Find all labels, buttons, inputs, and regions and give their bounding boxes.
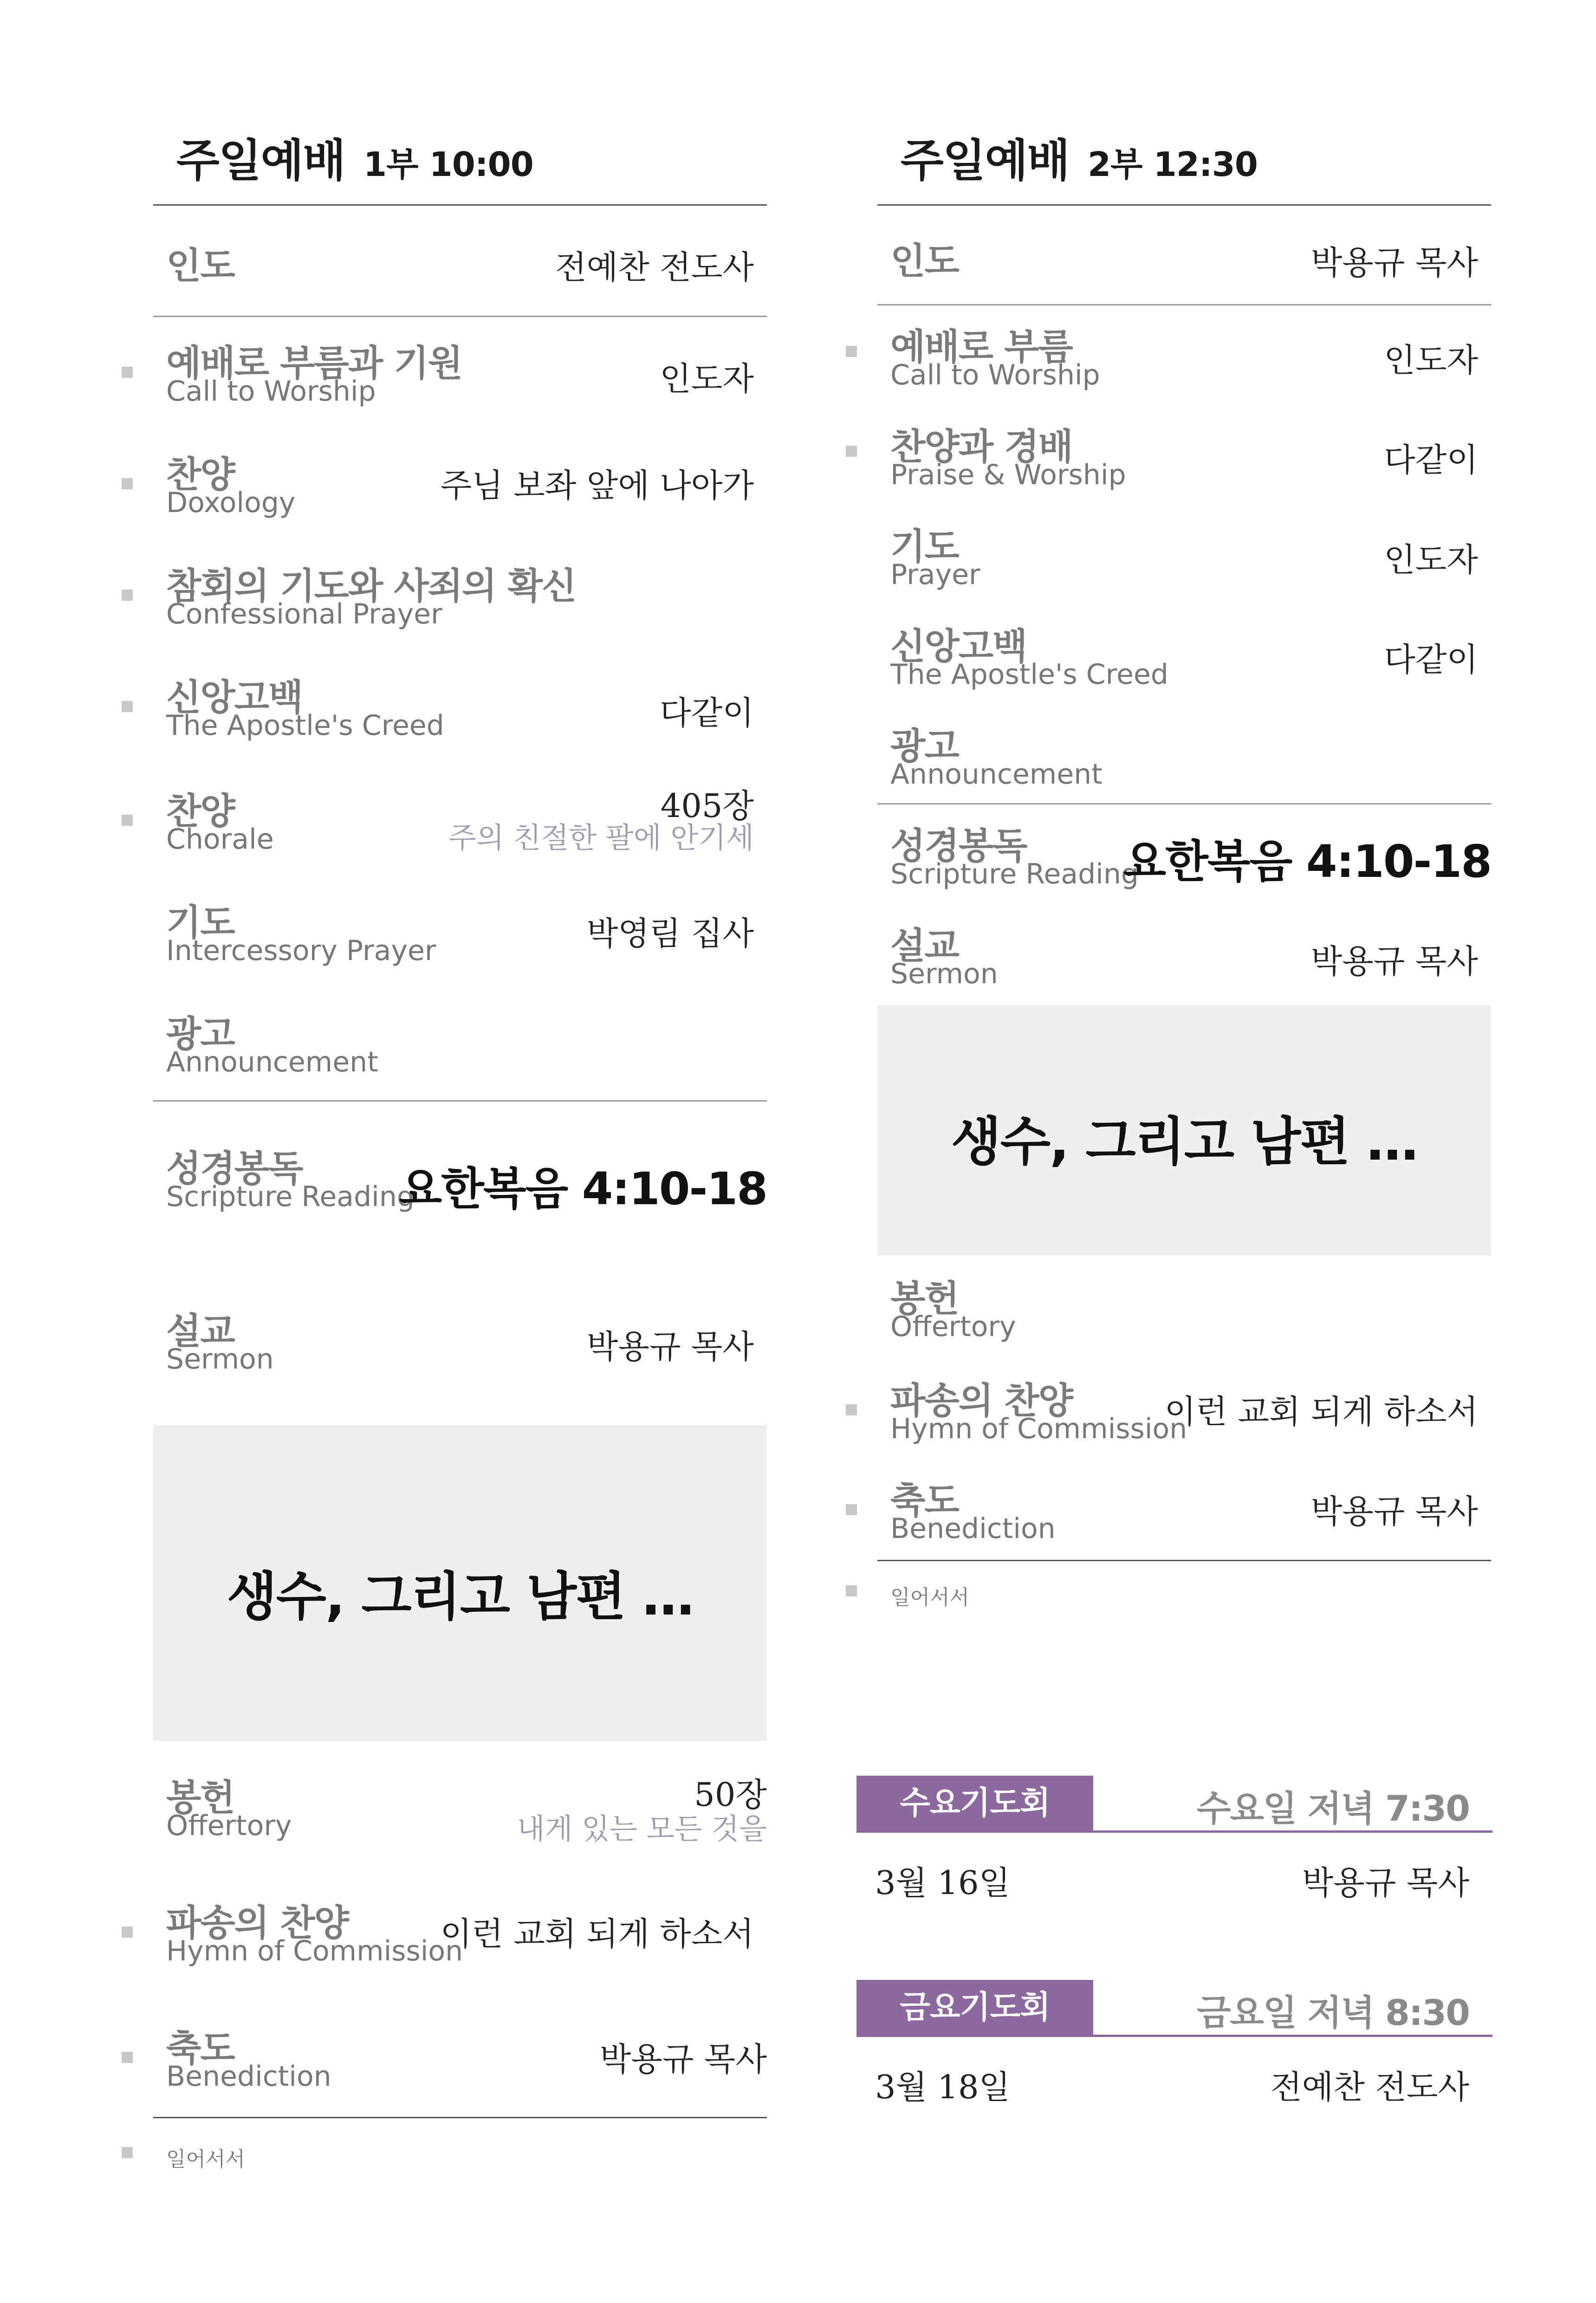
order-item-en: Hymn of Commission xyxy=(166,1935,463,1967)
stand-bullet-icon xyxy=(122,478,133,489)
wednesday-date: 3월 16일 xyxy=(875,1864,1011,1902)
stand-bullet-icon xyxy=(122,2052,133,2063)
order-item-ko: 봉헌 xyxy=(166,1777,234,1819)
order-item-en: Confessional Prayer xyxy=(166,598,442,630)
order-item-en: Announcement xyxy=(890,758,1103,791)
divider xyxy=(877,304,1491,305)
friday-leader: 전예찬 전도사 xyxy=(1271,2068,1469,2106)
friday-date: 3월 18일 xyxy=(875,2068,1011,2106)
order-item-en: Benediction xyxy=(890,1512,1056,1545)
stand-bullet-icon xyxy=(846,1585,857,1596)
scripture-reference: 요한복음 4:10-18 xyxy=(1123,836,1491,888)
stand-bullet-icon xyxy=(122,590,133,601)
divider xyxy=(153,2117,767,2118)
stand-bullet-icon xyxy=(846,1404,857,1415)
order-item-ko: 찬양 xyxy=(166,454,234,496)
order-item-ko: 신앙고백 xyxy=(166,677,303,719)
order-item-en: Offertory xyxy=(890,1310,1016,1343)
sermon-title: 생수, 그리고 남편 … xyxy=(951,1112,1418,1172)
sermon-title: 생수, 그리고 남편 … xyxy=(227,1567,694,1627)
order-item-ko: 예배로 부름 xyxy=(890,326,1072,368)
divider xyxy=(153,1100,767,1102)
order-item-ko: 파송의 찬양 xyxy=(890,1380,1072,1422)
wednesday-time: 수요일 저녁 7:30 xyxy=(1196,1788,1469,1829)
friday-tag: 금요기도회 xyxy=(856,1980,1093,2036)
stand-bullet-icon xyxy=(122,2147,133,2158)
service1-title: 주일예배 xyxy=(176,135,345,187)
order-item-en: Benediction xyxy=(166,2060,331,2093)
sermon-ko: 설교 xyxy=(166,1310,234,1352)
order-item-ko: 기도 xyxy=(890,526,959,568)
scripture-reference: 요한복음 4:10-18 xyxy=(399,1163,767,1215)
order-item-right: 박용규 목사 xyxy=(1311,1492,1478,1531)
hymn-title: 주의 친절한 팔에 안기세 xyxy=(448,821,754,855)
preacher: 박용규 목사 xyxy=(1311,942,1478,980)
order-item-ko: 기도 xyxy=(166,902,234,944)
friday-time: 금요일 저녁 8:30 xyxy=(1196,1992,1469,2033)
order-item-en: Call to Worship xyxy=(890,359,1100,391)
order-item-en: Offertory xyxy=(166,1810,292,1842)
stand-bullet-icon xyxy=(846,1504,857,1515)
order-item-ko: 신앙고백 xyxy=(890,626,1027,668)
order-item-en: Hymn of Commission xyxy=(890,1413,1187,1445)
service1-header xyxy=(176,125,533,189)
service2-header xyxy=(901,125,1258,189)
order-item-en: Announcement xyxy=(166,1046,378,1078)
order-item-ko: 광고 xyxy=(890,726,959,767)
sermon-ko: 설교 xyxy=(890,925,959,967)
order-item-en: Doxology xyxy=(166,487,296,519)
order-item-ko: 봉헌 xyxy=(890,1278,959,1320)
order-item-en: Praise & Worship xyxy=(890,459,1126,491)
order-item-right: 박용규 목사 xyxy=(599,2040,767,2078)
order-item-ko: 축도 xyxy=(166,2028,234,2069)
order-item-en: Prayer xyxy=(890,558,980,591)
scripture-ko: 성경봉독 xyxy=(890,825,1027,867)
divider xyxy=(877,1560,1491,1561)
preacher: 박용규 목사 xyxy=(586,1328,754,1366)
hymn-title: 내게 있는 모든 것을 xyxy=(517,1812,767,1846)
stand-note: 일어서서 xyxy=(166,2147,246,2171)
order-item-right: 인도자 xyxy=(660,360,754,398)
divider xyxy=(153,204,767,206)
sermon-en: Sermon xyxy=(166,1343,274,1375)
stand-bullet-icon xyxy=(846,346,857,357)
order-item-ko: 파송의 찬양 xyxy=(166,1902,348,1944)
order-item-right: 다같이 xyxy=(1384,641,1478,679)
order-item-right: 인도자 xyxy=(1384,341,1478,379)
scripture-en: Scripture Reading xyxy=(166,1181,415,1213)
leader-name: 박용규 목사 xyxy=(1311,244,1478,282)
service1-part: 1부 10:00 xyxy=(363,145,533,184)
wednesday-tag: 수요기도회 xyxy=(856,1776,1093,1831)
divider xyxy=(877,204,1491,206)
order-item-ko: 참회의 기도와 사죄의 확신 xyxy=(166,565,576,607)
order-item-en: Intercessory Prayer xyxy=(166,934,436,967)
hymn-number: 50장 xyxy=(694,1776,767,1814)
order-item-ko: 찬양과 경배 xyxy=(890,426,1072,468)
service2-part: 2부 12:30 xyxy=(1087,145,1258,184)
divider xyxy=(877,803,1491,804)
order-item-right: 다같이 xyxy=(1384,441,1478,479)
order-item-right: 인도자 xyxy=(1384,541,1478,579)
service2-title: 주일예배 xyxy=(901,135,1069,187)
order-item-right: 이런 교회 되게 하소서 xyxy=(1164,1393,1478,1431)
order-item-en: Chorale xyxy=(166,823,274,856)
order-item-en: The Apostle's Creed xyxy=(166,709,444,742)
hymn-number: 405장 xyxy=(660,787,754,825)
order-item-right: 이런 교회 되게 하소서 xyxy=(440,1915,754,1953)
order-item-en: The Apostle's Creed xyxy=(890,658,1168,691)
stand-bullet-icon xyxy=(122,815,133,826)
stand-bullet-icon xyxy=(122,701,133,712)
sermon-en: Sermon xyxy=(890,958,998,990)
order-item-right: 박영림 집사 xyxy=(586,915,754,953)
order-item-ko: 축도 xyxy=(890,1480,959,1522)
order-item-ko: 찬양 xyxy=(166,791,234,832)
divider xyxy=(153,316,767,317)
order-item-ko: 예배로 부름과 기원 xyxy=(166,343,462,384)
leader-name: 전예찬 전도사 xyxy=(555,248,754,286)
stand-note: 일어서서 xyxy=(890,1586,970,1609)
stand-bullet-icon xyxy=(122,1927,133,1938)
sermon-title-box xyxy=(877,1005,1491,1256)
stand-bullet-icon xyxy=(122,367,133,378)
sermon-title-box xyxy=(153,1425,767,1741)
order-item-ko: 광고 xyxy=(166,1013,234,1055)
wednesday-leader: 박용규 목사 xyxy=(1302,1864,1469,1902)
stand-bullet-icon xyxy=(846,446,857,457)
scripture-ko: 성경봉독 xyxy=(166,1148,303,1190)
scripture-en: Scripture Reading xyxy=(890,858,1139,890)
leader-label: 인도 xyxy=(166,245,234,287)
leader-label: 인도 xyxy=(890,240,959,282)
order-item-right: 다같이 xyxy=(660,694,754,732)
divider xyxy=(856,1830,1492,1833)
divider xyxy=(856,2035,1492,2037)
order-item-right: 주님 보좌 앞에 나아가 xyxy=(440,467,754,505)
order-item-en: Call to Worship xyxy=(166,375,376,408)
